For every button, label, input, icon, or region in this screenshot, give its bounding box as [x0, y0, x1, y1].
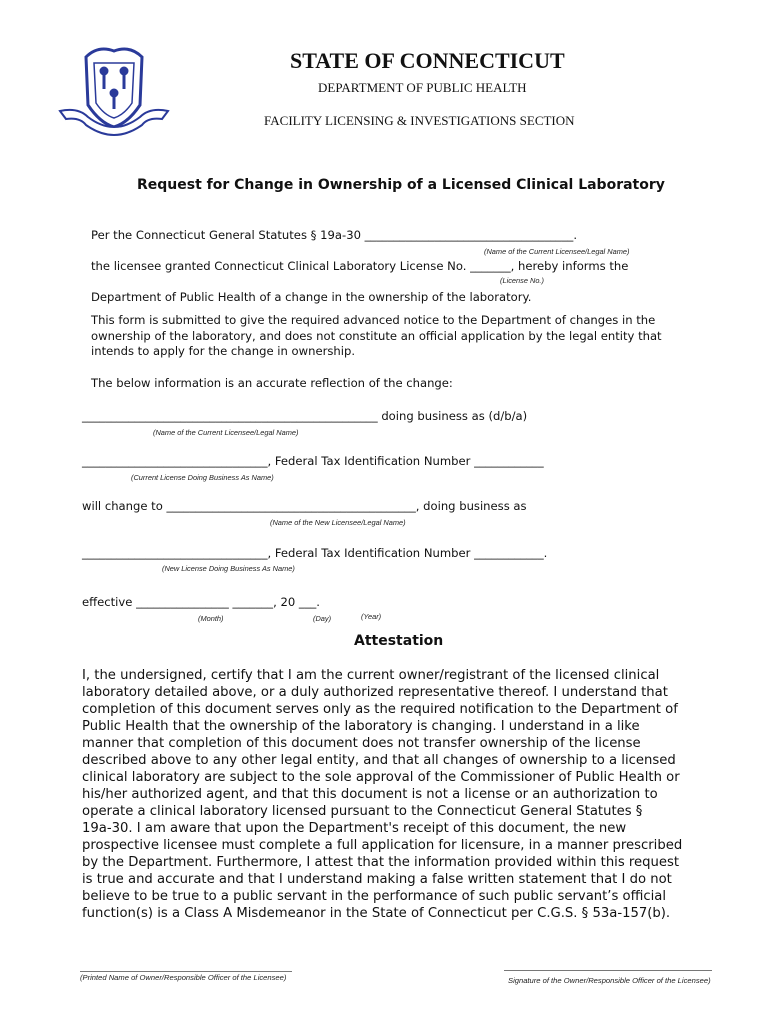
notice-line-3: intends to apply for the change in ownership. — [91, 344, 356, 358]
attestation-line: described above to any other legal entity, and that all changes of ownership to a licensed — [82, 753, 676, 768]
signature-line[interactable] — [504, 970, 712, 971]
attestation-line: I, the undersigned, certify that I am the current owner/registrant of the licensed clinical — [82, 668, 660, 683]
caption-current-dba: (Current License Doing Business As Name) — [131, 473, 274, 482]
attestation-line: by the Department. Furthermore, I attest that the information provided within this request — [82, 855, 680, 870]
attestation-line: is true and accurate and that I understand making a false written statement that I do not — [82, 872, 672, 887]
caption-year: (Year) — [361, 612, 382, 621]
attestation-line: operate a clinical laboratory licensed pursuant to the Connecticut General Statutes § — [82, 804, 643, 819]
printed-name-line[interactable] — [80, 971, 292, 972]
caption-day: (Day) — [313, 614, 332, 623]
caption-new-dba: (New License Doing Business As Name) — [162, 564, 295, 573]
attestation-line: manner that completion of this document does not transfer ownership of the license — [82, 736, 641, 751]
new-dba-field[interactable]: ________________________________, Federal Tax Identification Number ____________. — [82, 546, 548, 560]
section-name: FACILITY LICENSING & INVESTIGATIONS SECTION — [264, 113, 575, 128]
new-licensee-field[interactable]: will change to ___________________________________________, doing business as — [82, 499, 527, 513]
attestation-heading: Attestation — [354, 633, 444, 649]
attestation-line: prospective licensee must complete a full application for licensure, in a manner prescribed — [82, 838, 683, 853]
statutes-line: Per the Connecticut General Statutes § 19a-30 ____________________________________. — [91, 228, 578, 242]
below-info-text: The below information is an accurate reflection of the change: — [91, 376, 453, 390]
printed-name-caption: (Printed Name of Owner/Responsible Officer of the Licensee) — [80, 973, 287, 982]
attestation-line: believe to be true to a public servant in the performance of such public servant’s official — [82, 889, 667, 904]
attestation-line: his/her authorized agent, and that this document is not a license or an authorization to — [82, 787, 658, 802]
attestation-line: 19a-30. I am aware that upon the Department's receipt of this document, the new — [82, 821, 627, 836]
caption-license-no: (License No.) — [500, 276, 544, 285]
current-dba-field[interactable]: ________________________________, Federal Tax Identification Number ____________ — [82, 454, 544, 468]
current-licensee-field[interactable]: ___________________________________________________ doing business as (d/b/a) — [82, 409, 528, 423]
form-title: Request for Change in Ownership of a Licensed Clinical Laboratory — [137, 177, 665, 193]
attestation-line: function(s) is a Class A Misdemeanor in the State of Connecticut per C.G.S. § 53a-157(b). — [82, 906, 671, 921]
attestation-text — [82, 667, 682, 922]
signature-caption: Signature of the Owner/Responsible Officer of the Licensee) — [508, 976, 711, 985]
state-seal-logo — [58, 45, 170, 139]
attestation-line: clinical laboratory are subject to the sole approval of the Commissioner of Public Health or — [82, 770, 680, 785]
caption-current-licensee: (Name of the Current Licensee/Legal Name) — [484, 247, 630, 256]
attestation-line: laboratory detailed above, or a duly authorized representative thereof. I understand that — [82, 685, 668, 700]
notice-line-1: This form is submitted to give the required advanced notice to the Department of changes in the — [91, 313, 656, 327]
effective-date-field[interactable]: effective ________________ _______, 20 ___. — [82, 595, 320, 609]
license-line: the licensee granted Connecticut Clinical Laboratory License No. _______, hereby informs the — [91, 259, 629, 273]
department-line: Department of Public Health of a change in the ownership of the laboratory. — [91, 290, 532, 304]
attestation-line: Public Health that the ownership of the laboratory is changing. I understand in a like — [82, 719, 640, 734]
caption-current-name: (Name of the Current Licensee/Legal Name) — [153, 428, 299, 437]
notice-line-2: ownership of the laboratory, and does not constitute an official application by the legal entity that — [91, 329, 662, 343]
state-title: STATE OF CONNECTICUT — [290, 48, 565, 73]
caption-month: (Month) — [198, 614, 224, 623]
department-name: DEPARTMENT OF PUBLIC HEALTH — [318, 80, 527, 95]
attestation-line: completion of this document serves only as the required notification to the Department of — [82, 702, 678, 717]
caption-new-name: (Name of the New Licensee/Legal Name) — [270, 518, 406, 527]
